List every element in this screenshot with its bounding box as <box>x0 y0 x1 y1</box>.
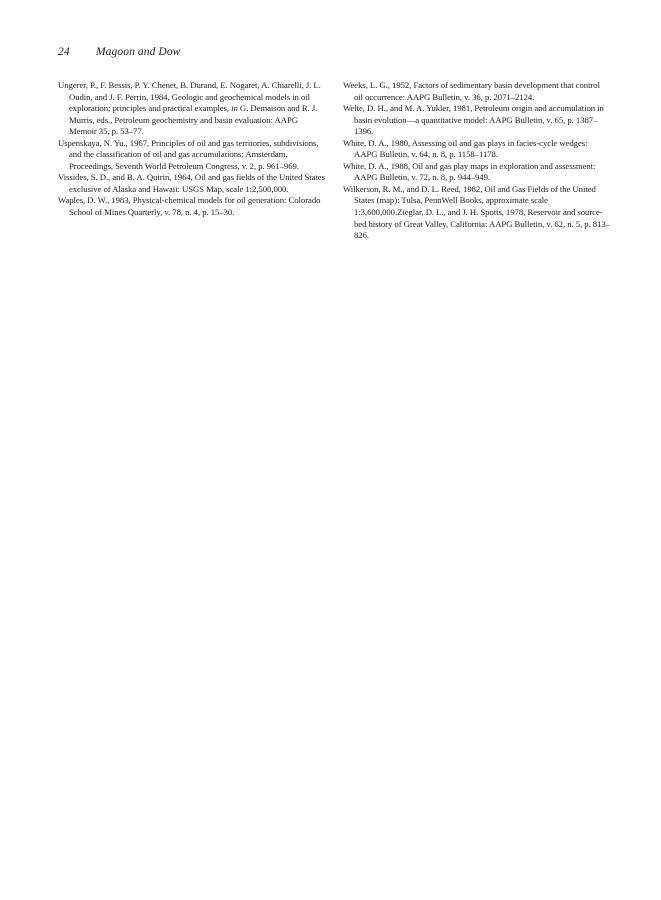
reference-entry: Ungerer, P., F. Bessis, P. Y. Chenet, B. Durand, E. Nogaret, A. Chiarelli, J. L. Oudin, and J. F. Perrin, 1984, Geologic and geochemical models in oil exploration; principles and practical examples, in G. Demaison and R. J. Murris, eds., Petroleum geochemistry and basin evaluation: AAPG Memoir 35, p. 53–77. <box>58 80 321 137</box>
reference-entry: Waples, D. W., 1983, Physical-chemical models for oil generation: Colorado School of Mines Quarterly, v. 78, n. 4, p. 15–30. <box>58 195 321 218</box>
reference-entry: Welte, D. H., and M. A. Yukler, 1981, Petroleum origin and accumulation in basin evolution—a quantitative model: AAPG Bulletin, v. 65, p. 1387–1396. <box>343 103 604 137</box>
running-title: Magoon and Dow <box>96 46 181 58</box>
references-right-column <box>343 80 610 242</box>
references-left-column <box>58 80 325 219</box>
reference-entry: Weeks, L. G., 1952, Factors of sedimentary basin development that control oil occurrence: AAPG Bulletin, v. 36, p. 2071–2124. <box>343 80 600 102</box>
reference-entry: Wilkerson, R. M., and D. L. Reed, 1982, Oil and Gas Fields of the United States (map): Tulsa, PennWell Books, approximate scale 1:3,600,000.Zieglar, D. L., and J. H. Spotts, 1978, Reservoir and source-bed history of Great Valley, California: AAPG Bulletin, v. 62, n. 5, p. 813–826. <box>343 183 610 241</box>
reference-entry: Uspenskaya, N. Yu., 1967, Principles of oil and gas territories, subdivisions, and the classification of oil and gas accumulations: Amsterdam, Proceedings, Seventh World Petroleum Congress, v. 2, p. 961–969. <box>58 137 319 171</box>
reference-entry: Vissides, S. D., and B. A. Quirin, 1964, Oil and gas fields of the United States exclusive of Alaska and Hawaii: USGS Map, scale 1:2,500,000. <box>58 172 325 194</box>
page-number: 24 <box>58 46 70 58</box>
reference-entry: White, D. A., 1980, Assessing oil and gas plays in facies-cycle wedges: AAPG Bulletin, v. 64, n. 8, p. 1158–1178. <box>343 137 588 160</box>
running-head <box>58 46 180 58</box>
reference-entry: White, D. A., 1988, Oil and gas play maps in exploration and assessment: AAPG Bulletin, v. 72, n. 8, p. 944–949. <box>343 160 596 183</box>
